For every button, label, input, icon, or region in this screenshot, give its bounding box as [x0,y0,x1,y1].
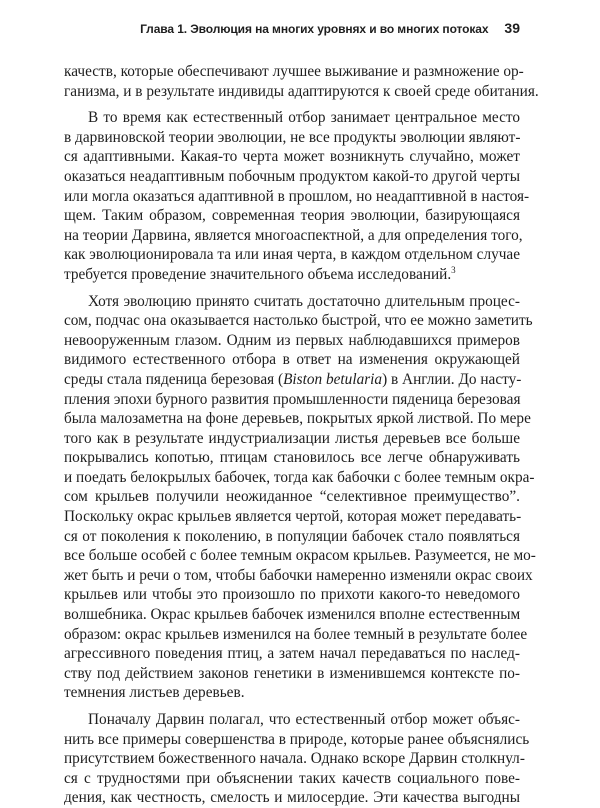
text-line: оказаться неадаптивным побочным продуктом какой-то другой черты [64,167,520,185]
text-fragment: ) в Англии. До насту- [382,370,522,388]
text-line: все больше особей с более темным окрасом крыльев. Разумеется, не мо- [64,547,536,565]
footnote-marker: 3 [451,264,456,275]
text-line: нить все примеры совершенства в природе, которые ранее объяснялись [64,730,530,748]
paragraph-3 [64,292,536,703]
text-line: сом крыльев получили неожиданное “селективное преимущество”. [64,488,520,506]
text-line: ганизма, и в результате индивиды адаптируются к своей среде обитания. [64,82,539,100]
text-fragment: требуется проведение значительного объема исследований. [64,265,452,283]
chapter-title: Глава 1. Эволюция на многих уровнях и во многих потоках [140,22,489,36]
text-line: того как в результате индустриализации листья деревьев все больше [64,429,520,447]
species-name: Biston betularia [283,370,383,388]
text-line: Поскольку окрас крыльев является чертой, которая может передавать- [64,508,522,526]
text-line: качеств, которые обеспечивают лучшее выживание и размножение ор- [64,63,524,80]
text-line: щем. Таким образом, современная теория эволюции, базирующаяся [64,207,520,225]
text-line: была малозаметна на фоне деревьев, покрытых яркой листвой. По мере [64,410,531,428]
text-line: крыльев или чтобы это произошло по прихоти какого-то неведомого [64,586,520,604]
text-line: дения, как честность, смелость и милосердие. Эти качества выгодны [64,789,520,807]
paragraph-1 [64,62,539,101]
text-line: на теории Дарвина, является многоаспектной, а для определения того, [64,226,523,244]
text-line: ся адаптивными. Какая-то черта может возникнуть случайно, может [64,148,520,166]
text-line: ся с трудностями при объяснении таких качеств социального пове- [64,769,520,787]
running-head [90,20,520,36]
text-line: ству под действием законов генетики в изменившемся контексте по- [64,664,520,682]
text-line: видимого естественного отбора в ответ на изменения окружающей [64,351,520,369]
text-line: невооруженным глазом. Одним из первых наблюдавшихся примеров [64,331,520,349]
text-line: жет быть и речи о том, чтобы бабочки намеренно изменяли окрас своих [64,566,533,584]
text-line: в дарвиновской теории эволюции, не все продукты эволюции являют- [64,128,521,146]
text-line: темнения листьев деревьев. [64,684,245,702]
text-line: сом, подчас она оказывается настолько быстрой, что ее можно заметить [64,312,533,330]
text-line: волшебника. Окрас крыльев бабочек изменился вполне естественным [64,606,521,624]
text-line: ся от поколения к поколению, в популяции бабочек стало появляться [64,527,520,545]
text-line: Хотя эволюцию принято считать достаточно длительным процес- [88,292,520,310]
body-text [64,62,539,808]
text-fragment: среды стала пяденица березовая ( [64,370,284,388]
paragraph-2 [64,108,530,284]
text-line: покрывались копотью, птицам становилось все легче обнаруживать [64,449,520,467]
text-line: как эволюционировала та или иная черта, в каждом отдельном случае [64,246,520,264]
page-number: 39 [504,20,520,36]
paragraph-4 [64,710,530,808]
text-line: агрессивного поведения птиц, а затем начал передаваться по наслед- [64,645,520,663]
text-line [64,265,520,285]
text-line: или могла оказаться адаптивной в прошлом, но неадаптивной в настоя- [64,187,530,205]
text-line: пления эпохи бурного развития промышленности пяденица березовая [64,390,521,408]
text-line [64,370,520,390]
text-line: образом: окрас крыльев изменился на более темный в результате более [64,625,528,643]
text-line: В то время как естественный отбор занимает центральное место [88,109,520,127]
text-line: и поедать белокрылых бабочек, тогда как бабочки с более темным окра- [64,468,535,486]
text-line: Поначалу Дарвин полагал, что естественный отбор может объяс- [88,711,520,728]
text-line: присутствием божественного начала. Однако вскоре Дарвин столкнул- [64,750,525,768]
